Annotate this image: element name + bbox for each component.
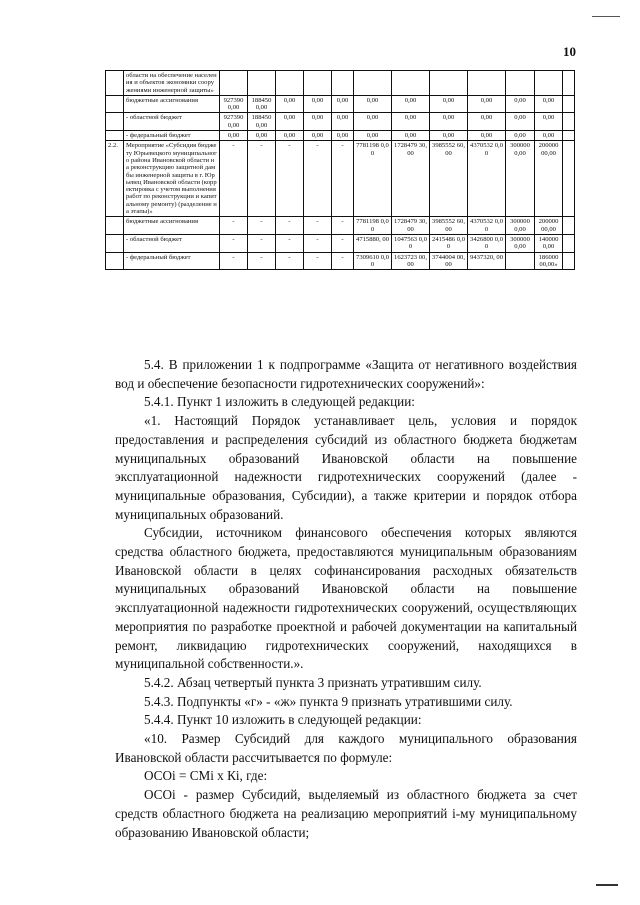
table-row [106,131,575,141]
value-cell: 0,00 [468,131,506,141]
value-cell: 927390 0,00 [220,95,248,113]
value-cell: 0,00 [535,113,563,131]
value-cell: 300000 0,00 [506,217,535,235]
value-cell: 0,00 [220,131,248,141]
value-cell: 9437320, 00 [468,252,506,270]
value-cell: - [276,234,304,252]
value-cell: - [332,141,354,217]
value-cell: 188450 0,00 [248,95,276,113]
value-cell: - [220,252,248,270]
value-cell: 0,00 [468,113,506,131]
value-cell: - [332,252,354,270]
value-cell: 0,00 [430,113,468,131]
value-cell [563,141,575,217]
value-cell [563,252,575,270]
value-cell: 7781198 0,00 [354,141,392,217]
value-cell: - [276,141,304,217]
paragraph: ОСОі = СМі х Кі, где: [144,768,268,784]
row-number-cell [106,217,124,235]
value-cell [392,71,430,96]
value-cell [354,71,392,96]
row-name-cell: - областной бюджет [124,113,220,131]
value-cell: 0,00 [392,95,430,113]
paragraph: 5.4. В приложении 1 к подпрограмме «Защита от негативного воздействия вод и обеспечение безопасности гидротехнических сооружений»: [115,357,577,391]
value-cell: 927390 0,00 [220,113,248,131]
value-cell: 1728479 30,00 [392,141,430,217]
value-cell [563,113,575,131]
row-number-cell [106,234,124,252]
table-row [106,217,575,235]
value-cell: - [248,252,276,270]
row-number-cell [106,71,124,96]
table-row [106,141,575,217]
row-name-cell: бюджетные ассигнования [124,217,220,235]
row-name-cell: бюджетные ассигнования [124,95,220,113]
value-cell: - [332,217,354,235]
value-cell: 0,00 [276,95,304,113]
value-cell: 0,00 [304,95,332,113]
header-rule [592,16,620,17]
value-cell [563,95,575,113]
value-cell: - [304,252,332,270]
document-body [115,356,577,842]
value-cell: 4370532 0,00 [468,217,506,235]
value-cell: 0,00 [276,131,304,141]
value-cell: 3744004 00,00 [430,252,468,270]
value-cell: 0,00 [506,95,535,113]
value-cell: 1047563 0,00 [392,234,430,252]
value-cell [506,252,535,270]
paragraph: «10. Размер Субсидий для каждого муниципального образования Ивановской области рассчитывается по формуле: [115,731,577,765]
row-name-cell: - областной бюджет [124,234,220,252]
row-number-cell [106,113,124,131]
paragraph: ОСОі - размер Субсидий, выделяемый из областного бюджета за счет средств областного бюджета на реализацию мероприятий і-му муниципальному образованию Ивановской области; [115,787,577,840]
value-cell: 300000 0,00 [506,234,535,252]
value-cell: 300000 0,00 [506,141,535,217]
value-cell: 0,00 [506,113,535,131]
value-cell: 0,00 [506,131,535,141]
row-name-cell: - федеральный бюджет [124,252,220,270]
value-cell: 0,00 [430,131,468,141]
value-cell [220,71,248,96]
value-cell: 1623723 00,00 [392,252,430,270]
table-row [106,234,575,252]
value-cell: 0,00 [354,113,392,131]
value-cell: - [220,217,248,235]
table-row [106,113,575,131]
value-cell: 140000 0,00 [535,234,563,252]
value-cell [506,71,535,96]
paragraph: «1. Настоящий Порядок устанавливает цель, условия и порядок предоставления и распределения субсидий из областного бюджета бюджетам муниципальных образований Ивановской области на повышение эксплуатационной надежности гидротехнических сооружений (далее - муниципальные образования, Субсидии), а также критерии и порядок отбора муниципальных образований. [115,413,577,522]
value-cell [563,234,575,252]
value-cell: 0,00 [332,131,354,141]
value-cell [332,71,354,96]
value-cell: 188450 0,00 [248,113,276,131]
value-cell: 186000 00,00» [535,252,563,270]
row-number-cell: 2.2. [106,141,124,217]
paragraph: Субсидии, источником финансового обеспечения которых являются средства областного бюджета, предоставляются муниципальным образованиям Ивановской области в целях софинансирования расходных обязательств муниципальных образований Ивановской области на повышение эксплуатационной надежности гидротехнических сооружений, осуществляющих мероприятия по разработке проектной и рабочей документации на капитальный ремонт, ликвидацию гидротехнических сооружений, находящихся в муниципальной собственности.». [115,525,577,672]
row-number-cell [106,131,124,141]
value-cell: 2415486 0,00 [430,234,468,252]
paragraph: 5.4.3. Подпункты «г» - «ж» пункта 9 признать утратившими силу. [144,693,513,709]
value-cell [248,71,276,96]
value-cell: - [220,141,248,217]
value-cell [468,71,506,96]
value-cell: 0,00 [276,113,304,131]
value-cell: - [276,252,304,270]
value-cell: 3985552 60,00 [430,141,468,217]
value-cell: - [248,217,276,235]
value-cell: 0,00 [392,131,430,141]
footer-rule [596,884,618,886]
table-row [106,71,575,96]
value-cell: 0,00 [392,113,430,131]
value-cell: 3426800 0,00 [468,234,506,252]
value-cell: 0,00 [430,95,468,113]
value-cell: - [304,217,332,235]
value-cell: 4370532 0,00 [468,141,506,217]
paragraph: 5.4.1. Пункт 1 изложить в следующей редакции: [144,394,415,410]
value-cell [304,71,332,96]
value-cell: 0,00 [304,113,332,131]
value-cell: 0,00 [535,95,563,113]
page-number: 10 [563,44,576,59]
row-name-cell: области на обеспечение населения и объектов экономики сооружениями инженерной защиты» [124,71,220,96]
value-cell: 0,00 [535,131,563,141]
value-cell: 1728479 30,00 [392,217,430,235]
value-cell: 0,00 [354,95,392,113]
value-cell: 3985552 60,00 [430,217,468,235]
value-cell [276,71,304,96]
value-cell [563,217,575,235]
value-cell: - [276,217,304,235]
budget-table [105,70,575,270]
value-cell [430,71,468,96]
paragraph: 5.4.4. Пункт 10 изложить в следующей редакции: [144,712,422,728]
table-row [106,95,575,113]
value-cell: - [220,234,248,252]
value-cell: - [332,234,354,252]
value-cell: 0,00 [248,131,276,141]
value-cell [563,131,575,141]
row-name-cell: - федеральный бюджет [124,131,220,141]
paragraph: 5.4.2. Абзац четвертый пункта 3 признать утратившим силу. [144,674,482,690]
value-cell: 4715880, 00 [354,234,392,252]
value-cell: - [304,141,332,217]
value-cell: 0,00 [304,131,332,141]
value-cell: - [248,141,276,217]
row-number-cell [106,252,124,270]
value-cell: 0,00 [468,95,506,113]
value-cell: - [304,234,332,252]
value-cell: 0,00 [332,95,354,113]
table-row [106,252,575,270]
value-cell: 7309610 0,00 [354,252,392,270]
value-cell: 200000 00,00 [535,217,563,235]
value-cell: 7781198 0,00 [354,217,392,235]
value-cell: 0,00 [332,113,354,131]
value-cell [563,71,575,96]
value-cell: - [248,234,276,252]
value-cell [535,71,563,96]
row-name-cell: Мероприятие «Субсидия бюджету Юрьевецкого муниципального района Ивановской области на реконструкцию защитной дамбы инженерной защиты в г. Юрьевец Ивановской области (корректировка с учетом выполнения работ по реконструкции и капитальному ремонту) (разделение на этапы)» [124,141,220,217]
value-cell: 200000 00,00 [535,141,563,217]
row-number-cell [106,95,124,113]
value-cell: 0,00 [354,131,392,141]
